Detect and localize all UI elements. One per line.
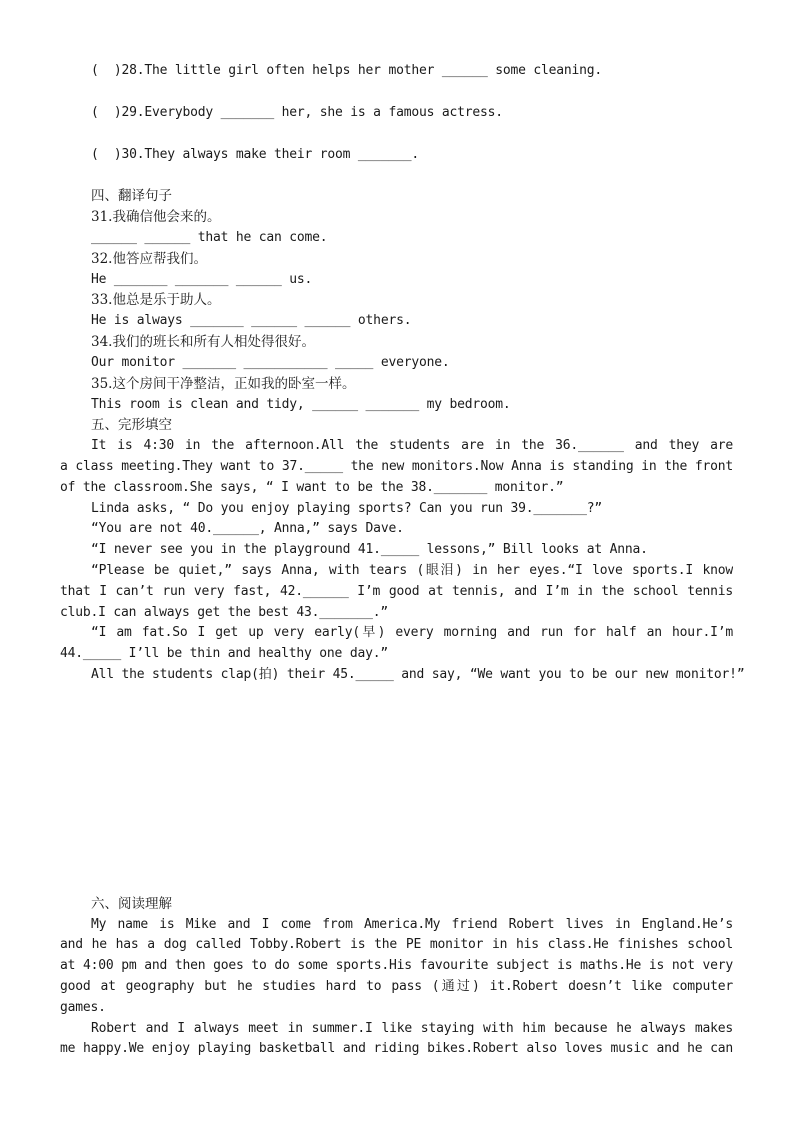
- cloze-line: Linda asks, “ Do you enjoy playing sports? Can you run 39._______?”: [91, 501, 602, 516]
- cloze-question-44: [91, 852, 771, 873]
- cloze-question-38: [91, 727, 771, 748]
- cloze-line: All the students clap(拍) their 45._____ and say, “We want you to be our new monitor!”: [91, 667, 745, 682]
- cloze-line: 44._____ I’ll be thin and healthy one day.”: [60, 646, 388, 661]
- cloze-line: club.I can always get the best 43._______.”: [60, 605, 388, 620]
- cloze-question-40: [91, 769, 771, 790]
- question-28-options: [91, 82, 771, 103]
- cloze-question-39: [91, 748, 771, 769]
- section-5-heading: 五、完形填空: [91, 417, 172, 433]
- reading-line: at 4:00 pm and then goes to do some sports.His favourite subject is maths.He is not very: [60, 958, 733, 973]
- cloze-line: “I am fat.So I get up very early(早) every morning and run for half an hour.I’m: [91, 625, 733, 640]
- cloze-line: that I can’t run very fast, 42.______ I’m good at tennis, and I’m in the school tennis: [60, 584, 733, 599]
- translation-34-english: Our monitor _______ ___________ _____ everyone.: [91, 355, 450, 370]
- reading-line: My name is Mike and I come from America.My friend Robert lives in England.He’s: [91, 917, 733, 932]
- cloze-line: “I never see you in the playground 41._____ lessons,” Bill looks at Anna.: [91, 542, 648, 557]
- translation-35-chinese: 35.这个房间干净整洁，正如我的卧室一样。: [91, 376, 356, 392]
- translation-34-chinese: 34.我们的班长和所有人相处得很好。: [91, 334, 315, 350]
- cloze-question-36: [91, 686, 771, 707]
- question-28-stem: ( )28.The little girl often helps her mother ______ some cleaning.: [91, 63, 602, 78]
- question-30-options: [91, 166, 771, 187]
- question-29-options: [91, 124, 771, 145]
- question-30-stem: ( )30.They always make their room _______.: [91, 147, 419, 162]
- cloze-line: “You are not 40.______, Anna,” says Dave.: [91, 521, 404, 536]
- cloze-question-45: [91, 873, 771, 894]
- reading-line: Robert and I always meet in summer.I like staying with him because he always makes: [91, 1021, 733, 1036]
- section-4-heading: 四、翻译句子: [91, 188, 172, 204]
- section-6-heading: 六、阅读理解: [91, 896, 172, 912]
- cloze-line: “Please be quiet,” says Anna, with tears (眼泪) in her eyes.“I love sports.I know: [91, 563, 733, 578]
- question-29-stem: ( )29.Everybody _______ her, she is a famous actress.: [91, 105, 503, 120]
- reading-line: good at geography but he studies hard to pass (通过) it.Robert doesn’t like computer: [60, 979, 733, 994]
- cloze-question-42: [91, 811, 771, 832]
- cloze-question-37: [91, 707, 771, 728]
- translation-32-english: He _______ _______ ______ us.: [91, 272, 313, 287]
- translation-35-english: This room is clean and tidy, ______ _______ my bedroom.: [91, 397, 511, 412]
- cloze-line: It is 4:30 in the afternoon.All the students are in the 36.______ and they are: [91, 438, 733, 453]
- cloze-line: of the classroom.She says, “ I want to be the 38._______ monitor.”: [60, 480, 564, 495]
- translation-33-chinese: 33.他总是乐于助人。: [91, 292, 221, 308]
- translation-31-english: ______ ______ that he can come.: [91, 230, 328, 245]
- cloze-question-43: [91, 831, 771, 852]
- reading-line: games.: [60, 1000, 106, 1015]
- reading-line: me happy.We enjoy playing basketball and riding bikes.Robert also loves music and he can: [60, 1041, 733, 1056]
- reading-line: and he has a dog called Tobby.Robert is the PE monitor in his class.He finishes school: [60, 937, 733, 952]
- cloze-question-41: [91, 790, 771, 811]
- translation-33-english: He is always _______ ______ ______ others.: [91, 313, 412, 328]
- translation-32-chinese: 32.他答应帮我们。: [91, 251, 207, 267]
- translation-31-chinese: 31.我确信他会来的。: [91, 209, 221, 225]
- cloze-line: a class meeting.They want to 37._____ the new monitors.Now Anna is standing in the front: [60, 459, 733, 474]
